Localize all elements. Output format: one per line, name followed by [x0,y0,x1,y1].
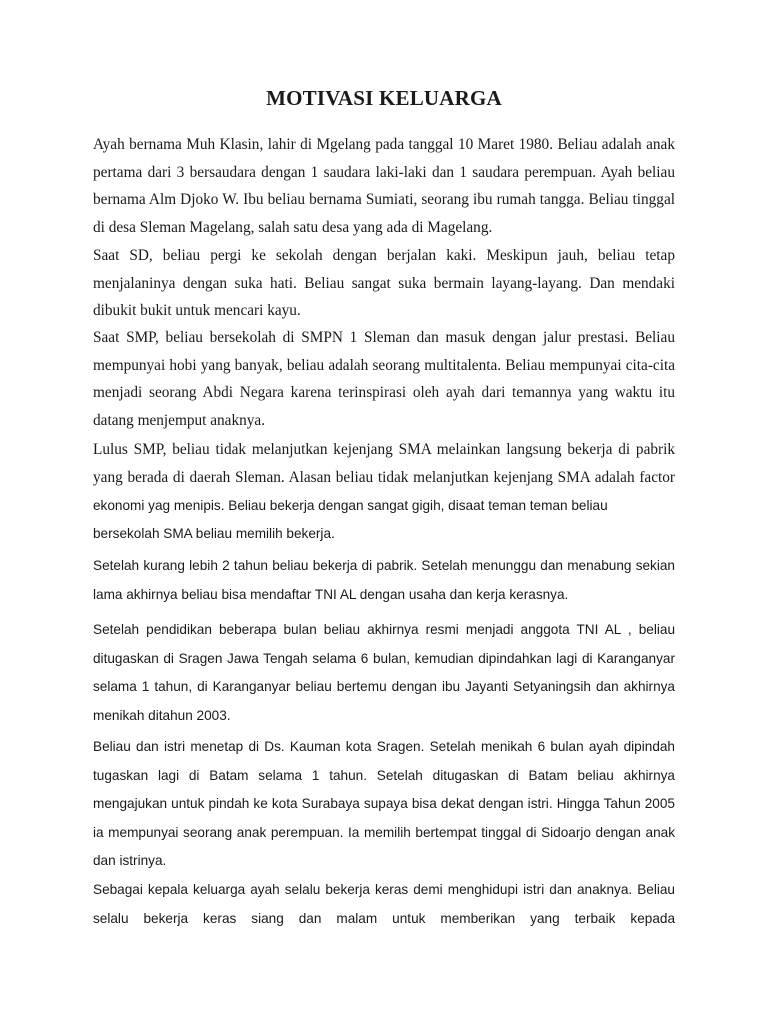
paragraph-8: Sebagai kepala keluarga ayah selalu bekerja keras demi menghidupi istri dan anaknya. Beliau selalu bekerja keras siang dan malam untuk memberikan yang terbaik kepada [93,882,675,926]
paragraph-5: Setelah kurang lebih 2 tahun beliau bekerja di pabrik. Setelah menunggu dan menabung sekian lama akhirnya beliau bisa mendaftar TNI AL dengan usaha dan kerja kerasnya. [93,558,675,602]
paragraph-4-line-1: Lulus SMP, beliau tidak melanjutkan kejenjang SMA melainkan langsung bekerja di pabrik [93,441,675,458]
paragraph-4-line-2: yang berada di daerah Sleman. Alasan beliau tidak melanjutkan kejenjang SMA adalah factor [93,469,675,486]
paragraph-4-line-3: ekonomi yag menipis. Beliau bekerja dengan sangat gigih, disaat teman teman beliau [93,498,608,513]
paragraph-1: Ayah bernama Muh Klasin, lahir di Mgelang pada tanggal 10 Maret 1980. Beliau adalah anak pertama dari 3 bersaudara dengan 1 saudara laki-laki dan 1 saudara perempuan. Ayah beliau bernama Alm Djoko W. Ibu beliau bernama Sumiati, seorang ibu rumah tangga. Beliau tinggal di desa Sleman Magelang, salah satu desa yang ada di Magelang. [93,136,675,236]
document-title: MOTIVASI KELUARGA [266,86,502,110]
paragraph-2: Saat SD, beliau pergi ke sekolah dengan berjalan kaki. Meskipun jauh, beliau tetap menjalaninya dengan suka hati. Beliau sangat suka bermain layang-layang. Dan mendaki dibukit bukit untuk mencari kayu. [93,247,675,319]
paragraph-3: Saat SMP, beliau bersekolah di SMPN 1 Sleman dan masuk dengan jalur prestasi. Beliau mempunyai hobi yang banyak, beliau adalah seorang multitalenta. Beliau mempunyai cita-cita menjadi seorang Abdi Negara karena terinspirasi oleh ayah dari temannya yang waktu itu datang menjemput anaknya. [93,329,675,429]
paragraph-7: Beliau dan istri menetap di Ds. Kauman kota Sragen. Setelah menikah 6 bulan ayah dipindah tugaskan lagi di Batam selama 1 tahun. Setelah ditugaskan di Batam beliau akhirnya mengajukan untuk pindah ke kota Surabaya supaya bisa dekat dengan istri. Hingga Tahun 2005 ia mempunyai seorang anak perempuan. Ia memilih bertempat tinggal di Sidoarjo dengan anak dan istrinya. [93,739,675,868]
paragraph-4 [93,436,675,548]
paragraph-6: Setelah pendidikan beberapa bulan beliau akhirnya resmi menjadi anggota TNI AL , beliau ditugaskan di Sragen Jawa Tengah selama 6 bulan, kemudian dipindahkan lagi di Karanganyar selama 1 tahun, di Karanganyar beliau bertemu dengan ibu Jayanti Setyaningsih dan akhirnya menikah ditahun 2003. [93,622,675,723]
paragraph-4-line-4: bersekolah SMA beliau memilih bekerja. [93,526,335,541]
